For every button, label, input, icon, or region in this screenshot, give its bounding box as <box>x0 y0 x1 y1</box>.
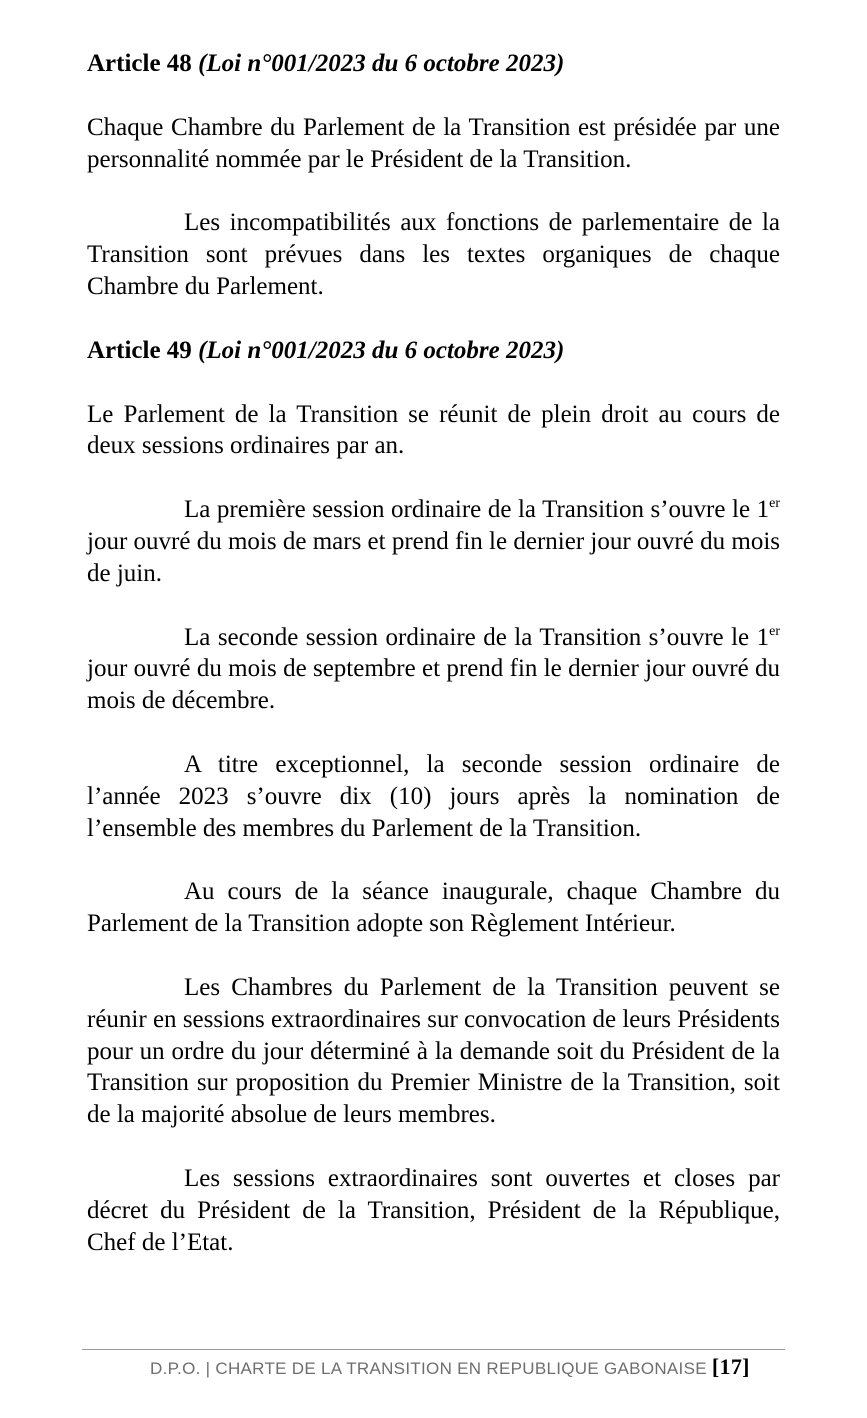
article-49-heading <box>87 335 780 367</box>
ordinal-superscript: er <box>769 496 780 512</box>
article-49-paragraph-1: Le Parlement de la Transition se réunit de plein droit au cours de deux sessions ordinaires par an. <box>87 400 780 460</box>
paragraph-text: La première session ordinaire de la Transition s’ouvre le 1 <box>184 496 770 524</box>
article-49-reference: (Loi n°001/2023 du 6 octobre 2023) <box>198 336 565 364</box>
page-number: [17] <box>711 1354 750 1379</box>
page-footer <box>150 1354 750 1380</box>
article-48-number: Article 48 <box>87 50 192 77</box>
article-49-paragraph-3 <box>87 622 780 717</box>
article-49-paragraph-7: Les sessions extraordinaires sont ouvertes et closes par décret du Président de la Transition, Président de la République, Chef de l’Etat. <box>87 1164 780 1256</box>
ordinal-superscript: er <box>769 623 780 639</box>
article-49-paragraph-5: Au cours de la séance inaugurale, chaque Chambre du Parlement de la Transition adopte son Règlement Intérieur. <box>87 878 780 938</box>
paragraph-text: jour ouvré du mois de mars et prend fin le dernier jour ouvré du mois de juin. <box>87 527 780 587</box>
article-48-paragraph-2: Les incompatibilités aux fonctions de parlementaire de la Transition sont prévues dans les textes organiques de chaque Chambre du Parlement. <box>87 209 780 300</box>
article-49-number: Article 49 <box>87 336 192 364</box>
footer-divider <box>82 1349 785 1350</box>
paragraph-text: jour ouvré du mois de septembre et prend fin le dernier jour ouvré du mois de décembre. <box>87 655 780 715</box>
article-48-heading <box>87 48 780 80</box>
article-48-reference: (Loi n°001/2023 du 6 octobre 2023) <box>198 50 565 77</box>
document-page <box>87 48 780 1290</box>
article-49-paragraph-6: Les Chambres du Parlement de la Transition peuvent se réunir en sessions extraordinaires sur convocation de leurs Présidents pour un ordre du jour déterminé à la demande soit du Président de la Transition sur proposition du Premier Ministre de la Transition, soit de la majorité absolue de leurs membres. <box>87 973 780 1129</box>
footer-text: D.P.O. | CHARTE DE LA TRANSITION EN REPUBLIQUE GABONAISE <box>150 1359 712 1378</box>
article-49-paragraph-4: A titre exceptionnel, la seconde session ordinaire de l’année 2023 s’ouvre dix (10) jours après la nomination de l’ensemble des membres du Parlement de la Transition. <box>87 750 780 842</box>
article-48-paragraph-1: Chaque Chambre du Parlement de la Transition est présidée par une personnalité nommée par le Président de la Transition. <box>87 113 780 173</box>
article-49-paragraph-2 <box>87 494 780 589</box>
paragraph-text: La seconde session ordinaire de la Transition s’ouvre le 1 <box>184 623 770 651</box>
